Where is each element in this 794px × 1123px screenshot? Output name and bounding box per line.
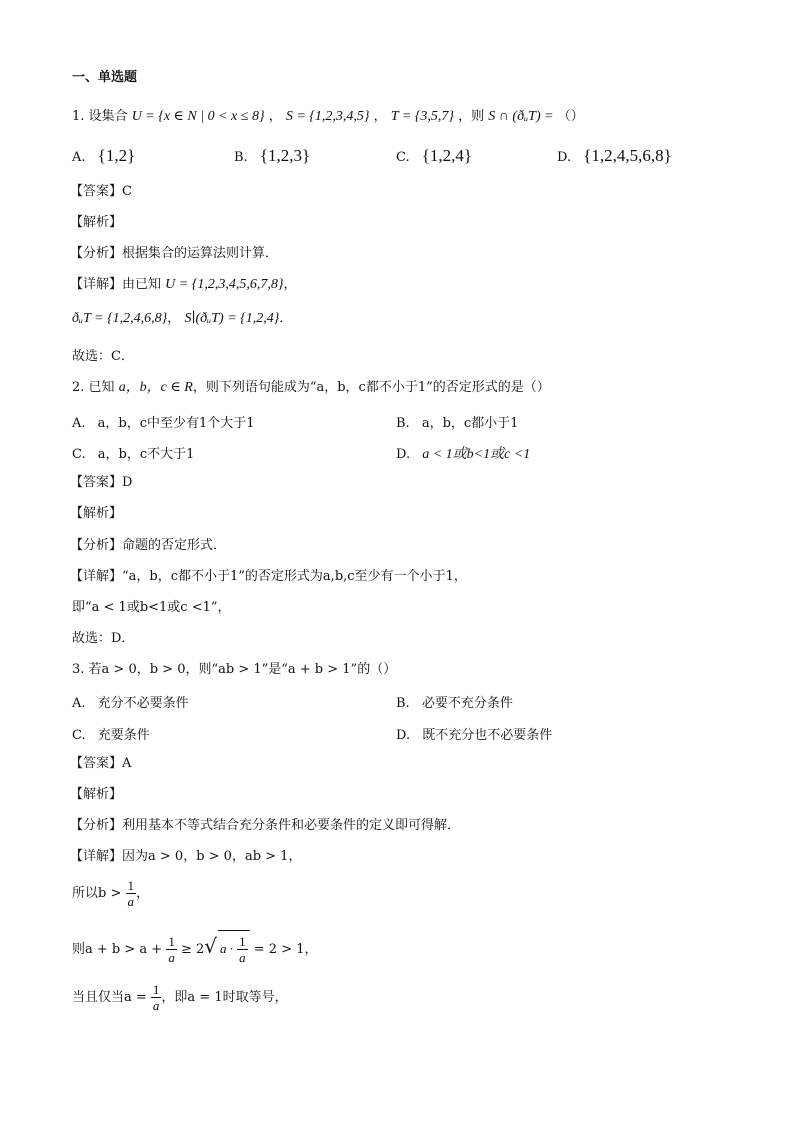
q3-option-c — [72, 724, 150, 743]
option-value: {1,2,4} — [421, 146, 473, 165]
complement-result: ðᵤT = {1,2,4,6,8} — [72, 311, 168, 326]
sqrt-symbol: √ — [204, 934, 217, 958]
option-value: {1,2,3} — [259, 146, 311, 165]
q3-option-b — [396, 692, 513, 711]
option-value: a < 1或b<1或c <1 — [422, 447, 531, 462]
option-value: {1,2} — [97, 146, 136, 165]
fraction-numerator: 1 — [127, 878, 134, 893]
q1-fenxi — [70, 245, 278, 263]
q2-fenxi — [70, 537, 226, 555]
fraction-denominator: a — [152, 998, 160, 1013]
q1-sep3: ，则 — [458, 109, 485, 124]
q1-S-definition: S = {1,2,3,4,5} — [285, 109, 370, 124]
option-value: a，b，c中至少有1个大于1 — [97, 416, 255, 431]
q3-xiangjie — [70, 848, 301, 866]
q2-option-a — [72, 412, 255, 431]
option-value: 充要条件 — [97, 728, 150, 743]
q2-stem-rest: ，则下列语句能成为“a，b，c都不小于1”的否定形式的是（） — [192, 380, 550, 395]
option-label: C. — [72, 728, 86, 743]
suoyi-end: ， — [136, 886, 150, 901]
q3-option-a — [72, 692, 189, 711]
suoyi-prefix: 所以b > — [72, 886, 122, 901]
sqrt-body — [218, 930, 250, 968]
answer-tag: 【答案】 — [70, 475, 123, 490]
q2-xiangjie-line2: 即“a < 1或b<1或c <1”， — [72, 600, 231, 615]
q2-stem-math: a，b，c ∈ R — [118, 380, 193, 395]
fenxi-tag: 【分析】 — [70, 818, 123, 833]
dang-end: ，即a = 1时取等号， — [161, 990, 288, 1005]
fraction-denominator: a — [168, 950, 175, 965]
q3-answer — [70, 755, 131, 773]
q1-option-c — [396, 146, 472, 166]
sep: ， — [167, 311, 181, 326]
q1-xiangjie-line2 — [72, 310, 292, 328]
option-label: A. — [72, 416, 86, 431]
fraction-one-over-a — [237, 934, 248, 965]
fraction-numerator: 1 — [239, 934, 246, 949]
xiangjie-text: 由已知 — [122, 277, 162, 292]
q2-xiangjie — [70, 568, 467, 586]
option-label: C. — [396, 150, 410, 165]
answer-value: C — [122, 184, 132, 199]
fenxi-tag: 【分析】 — [70, 538, 123, 553]
q1-stem — [72, 108, 584, 126]
ze-mid: ≥ 2 — [180, 942, 205, 957]
option-label: A. — [72, 696, 86, 711]
q2-stem-prefix: 2. 已知 — [72, 380, 115, 395]
fraction-one-over-a — [166, 934, 177, 965]
option-label: D. — [396, 728, 411, 743]
q1-U-definition: U = {x ∈ N | 0 < x ≤ 8} — [131, 109, 265, 124]
q1-option-d — [557, 146, 672, 166]
option-value: 充分不必要条件 — [97, 696, 189, 711]
xiangjie-text: “a，b，c都不小于1”的否定形式为a,b,c至少有一个小于1， — [122, 569, 467, 584]
option-value: 必要不充分条件 — [421, 696, 513, 711]
option-value: a，b，c都小于1 — [421, 416, 519, 431]
q1-guxuan: 故选：C． — [72, 349, 134, 364]
option-label: B. — [396, 696, 410, 711]
option-label: D. — [557, 150, 572, 165]
sqrt-prefix: a · — [220, 941, 233, 956]
q2-option-c — [72, 443, 194, 462]
q1-xiangjie — [70, 276, 296, 294]
ze-prefix: 则a + b > a + — [72, 942, 163, 957]
q1-sep2: ， — [373, 109, 387, 124]
q2-stem — [72, 379, 550, 397]
xiangjie-tag: 【详解】 — [70, 849, 123, 864]
q1-option-b — [234, 146, 310, 166]
q2-jiexi: 【解析】 — [70, 506, 123, 521]
option-label: D. — [396, 447, 411, 462]
xiangjie-text: 因为a > 0，b > 0，ab > 1， — [122, 849, 302, 864]
section-heading: 一、单选题 — [72, 70, 138, 85]
q3-dang-line — [72, 980, 288, 1016]
xiangjie-end: ， — [283, 277, 297, 292]
fraction-numerator: 1 — [152, 982, 160, 997]
answer-value: A — [122, 756, 132, 771]
option-label: B. — [396, 416, 410, 431]
period: ． — [279, 311, 293, 326]
q1-answer — [70, 183, 132, 201]
dang-prefix: 当且仅当a = — [72, 990, 147, 1005]
xiangjie-tag: 【详解】 — [70, 569, 123, 584]
q1-stem-prefix: 1. 设集合 — [72, 109, 128, 124]
q2-option-b — [396, 412, 518, 431]
answer-value: D — [122, 475, 133, 490]
option-label: B. — [234, 150, 248, 165]
fraction-numerator: 1 — [168, 934, 175, 949]
xiangjie-tag: 【详解】 — [70, 277, 123, 292]
option-label: A. — [72, 150, 86, 165]
q3-option-d — [396, 724, 552, 743]
option-label: C. — [72, 447, 86, 462]
answer-tag: 【答案】 — [70, 756, 123, 771]
q1-sep1: ， — [268, 109, 282, 124]
q2-answer — [70, 474, 132, 492]
q3-jiexi: 【解析】 — [70, 787, 123, 802]
option-value: 既不充分也不必要条件 — [422, 728, 553, 743]
fraction-denominator: a — [239, 950, 246, 965]
q3-fenxi — [70, 817, 460, 835]
answer-tag: 【答案】 — [70, 184, 123, 199]
fraction-one-over-a — [126, 878, 137, 909]
q2-option-d — [396, 443, 530, 463]
q3-ze-line — [72, 928, 318, 968]
fenxi-text: 根据集合的运算法则计算． — [122, 246, 279, 261]
q1-option-a — [72, 146, 135, 166]
option-value: {1,2,4,5,6,8} — [583, 146, 672, 165]
q1-expression: S ∩ (ðᵤT) = — [488, 109, 554, 124]
q1-jiexi: 【解析】 — [70, 215, 123, 230]
fenxi-text: 利用基本不等式结合充分条件和必要条件的定义即可得解． — [122, 818, 461, 833]
option-value: a，b，c不大于1 — [97, 447, 195, 462]
q2-guxuan: 故选：D． — [72, 631, 135, 646]
fenxi-tag: 【分析】 — [70, 246, 123, 261]
q3-suoyi-line — [72, 876, 149, 912]
ze-end: = 2 > 1， — [253, 942, 318, 957]
fenxi-text: 命题的否定形式． — [122, 538, 227, 553]
intersection-result: S∣(ðᵤT) = {1,2,4} — [184, 311, 280, 326]
q3-stem: 3. 若a > 0，b > 0，则“ab > 1”是“a + b > 1”的（） — [72, 662, 397, 677]
fraction-denominator: a — [127, 894, 134, 909]
q1-T-definition: T = {3,5,7} — [390, 109, 454, 124]
xiangjie-math: U = {1,2,3,4,5,6,7,8} — [165, 277, 284, 292]
q1-paren: （） — [557, 109, 584, 124]
fraction-one-over-a — [151, 982, 162, 1013]
